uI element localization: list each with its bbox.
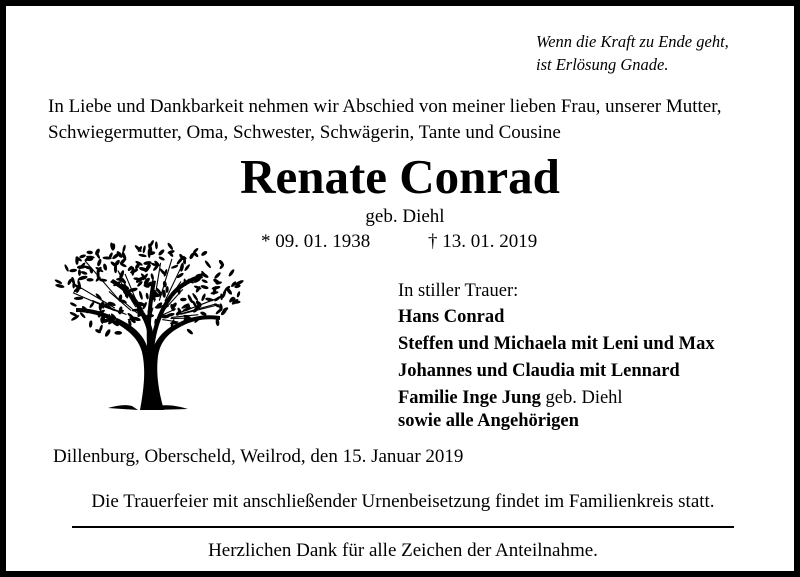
motto-line-2: ist Erlösung Gnade. <box>536 55 669 74</box>
ceremony-notice: Die Trauerfeier mit anschließender Urnenbeisetzung findet im Familienkreis statt. <box>91 491 715 512</box>
mourners-closing: sowie alle Angehörigen <box>398 411 579 431</box>
mourner-line: Hans Conrad <box>398 307 505 327</box>
motto-line-1: Wenn die Kraft zu Ende geht, <box>536 32 729 51</box>
olive-tree-icon <box>54 238 244 410</box>
motto-quote <box>536 30 756 76</box>
mourner-family-line <box>398 387 778 409</box>
thanks-note: Herzlichen Dank für alle Zeichen der Anteilnahme. <box>208 540 598 561</box>
mourner-family-name: Familie Inge Jung <box>398 388 541 408</box>
deceased-name: Renate Conrad <box>240 149 560 204</box>
mourners-block <box>398 278 778 433</box>
birth-date: * 09. 01. 1938 <box>261 231 371 252</box>
divider-line <box>72 526 734 528</box>
intro-text: In Liebe und Dankbarkeit nehmen wir Abschied von meiner lieben Frau, unserer Mutter, Schwiegermutter, Oma, Schwester, Schwägerin, Tante und Cousine <box>48 96 722 143</box>
mourner-line: Steffen und Michaela mit Leni und Max <box>398 334 715 354</box>
maiden-name: geb. Diehl <box>365 206 445 227</box>
death-date: † 13. 01. 2019 <box>428 231 538 252</box>
mourner-family-suffix: geb. Diehl <box>540 388 623 408</box>
mourners-heading: In stiller Trauer: <box>398 281 519 301</box>
mourner-line: Johannes und Claudia mit Lennard <box>398 361 680 381</box>
life-dates <box>261 230 538 254</box>
place-date: Dillenburg, Oberscheld, Weilrod, den 15. Januar 2019 <box>53 446 464 467</box>
